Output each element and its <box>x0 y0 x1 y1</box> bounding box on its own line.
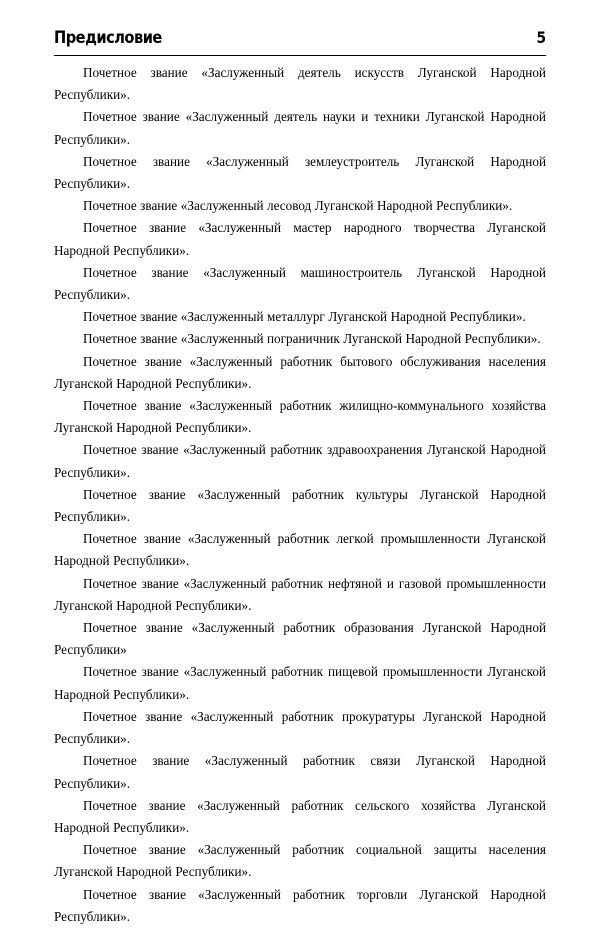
paragraph: Почетное звание «Заслуженный работник пищевой промышленности Луганской Народной Республики». <box>54 664 546 702</box>
paragraph: Почетное звание «Заслуженный работник связи Луганской Народной Республики». <box>54 753 546 791</box>
paragraph: Почетное звание «Заслуженный работник бытового обслуживания населения Луганской Народной Республики». <box>54 353 546 391</box>
paragraph: Почетное звание «Заслуженный металлург Луганской Народной Республики». <box>83 309 526 325</box>
paragraph: Почетное звание «Заслуженный работник сельского хозяйства Луганской Народной Республики». <box>54 797 546 835</box>
paragraph: Почетное звание «Заслуженный работник жилищно-коммунального хозяйства Луганской Народной Республики». <box>54 398 546 436</box>
running-header <box>54 28 546 52</box>
paragraph: Почетное звание «Заслуженный работник социальной защиты населения Луганской Народной Республики». <box>54 842 546 880</box>
paragraph: Почетное звание «Заслуженный деятель искусств Луганской Народной Республики». <box>54 65 546 103</box>
paragraph: Почетное звание «Заслуженный машиностроитель Луганской Народной Республики». <box>54 264 546 303</box>
paragraph: Почетное звание «Заслуженный работник нефтяной и газовой промышленности Луганской Народной Республики». <box>54 575 546 613</box>
paragraph: Почетное звание «Заслуженный работник торговли Луганской Народной Республики». <box>54 886 546 924</box>
page-number: 5 <box>536 28 546 47</box>
page-content <box>54 28 546 928</box>
paragraph: Почетное звание «Заслуженный работник легкой промышленности Луганской Народной Республики». <box>54 531 546 569</box>
paragraph: Почетное звание «Заслуженный работник культуры Луганской Народной Республики». <box>54 486 546 525</box>
paragraph: Почетное звание «Заслуженный работник прокуратуры Луганской Народной Республики». <box>54 708 546 747</box>
paragraph: Почетное звание «Заслуженный мастер народного творчества Луганской Народной Республики». <box>54 220 546 258</box>
paragraph: Почетное звание «Заслуженный лесовод Луганской Народной Республики». <box>83 198 513 214</box>
header-divider <box>54 55 546 56</box>
paragraph: Почетное звание «Заслуженный деятель науки и техники Луганской Народной Республики». <box>54 109 546 147</box>
paragraph: Почетное звание «Заслуженный работник образования Луганской Народной Республики» <box>54 620 546 658</box>
page-title: Предисловие <box>54 28 162 48</box>
paragraph: Почетное звание «Заслуженный работник здравоохранения Луганской Народной Республики». <box>54 442 546 480</box>
body-text <box>54 62 546 928</box>
paragraph: Почетное звание «Заслуженный землеустроитель Луганской Народной Республики». <box>54 153 546 192</box>
paragraph: Почетное звание «Заслуженный пограничник Луганской Народной Республики». <box>83 331 541 347</box>
